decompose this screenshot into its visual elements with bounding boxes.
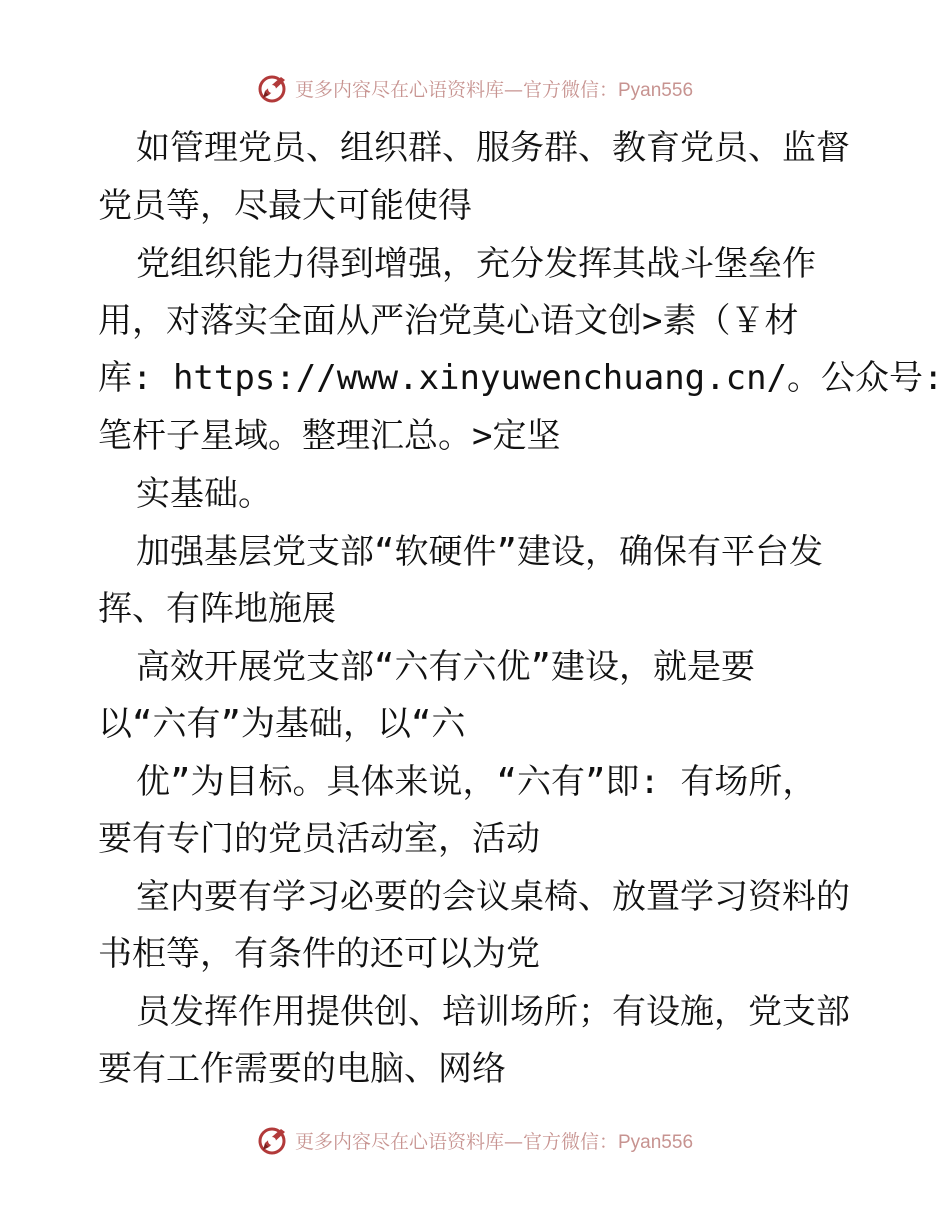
text-line: 要有工作需要的电脑、网络 [98,1049,506,1089]
pen-logo-icon [257,1123,291,1157]
header-wechat-account: Pyan556 [618,79,694,101]
text-line: 书柜等，有条件的还可以为党 [98,934,540,974]
text-line: 优”为目标。具体来说，“六有”即: 有场所， [136,762,817,802]
header-banner-text: 更多内容尽在心语资料库—官方微信：Pyan556 [294,78,694,101]
text-line: 党员等，尽最大可能使得 [98,186,472,226]
text-line: 笔杆子星域。整理汇总。>定坚 [98,416,561,456]
footer-banner-text: 更多内容尽在心语资料库—官方微信：Pyan556 [294,1130,694,1153]
footer-banner [0,1120,950,1160]
text-line: 要有专门的党员活动室，活动 [98,819,540,859]
header-banner [0,68,950,108]
text-line: 党组织能力得到增强，充分发挥其战斗堡垒作 [136,244,816,284]
footer-wechat-account: Pyan556 [618,1131,694,1153]
text-line: 室内要有学习必要的会议桌椅、放置学习资料的 [136,877,850,917]
text-line: 用，对落实全面从严治党莫心语文创>素（￥材 [98,301,799,341]
text-line: 实基础。 [136,474,272,514]
text-line: 加强基层党支部“软硬件”建设，确保有平台发 [136,532,823,572]
text-line: 挥、有阵地施展 [98,589,336,629]
text-line: 员发挥作用提供创、培训场所；有设施，党支部 [136,992,850,1032]
text-line: 库: https://www.xinyuwenchuang.cn/。公众号: [98,358,944,398]
pen-logo-icon [257,71,291,105]
text-line: 如管理党员、组织群、服务群、教育党员、监督 [136,128,850,168]
text-line: 高效开展党支部“六有六优”建设，就是要 [136,647,755,687]
text-line: 以“六有”为基础，以“六 [98,704,466,744]
